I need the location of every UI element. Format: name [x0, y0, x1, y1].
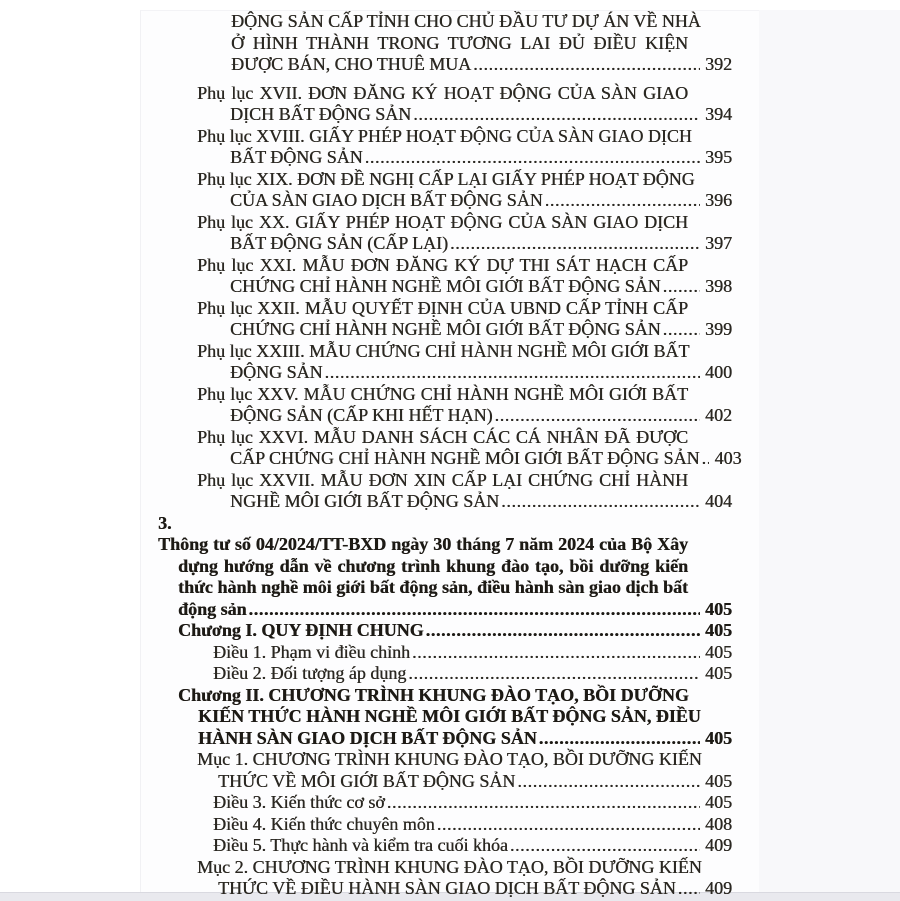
dot-leader — [435, 814, 700, 836]
entry-text: NGHỀ MÔI GIỚI BẤT ĐỘNG SẢN — [230, 491, 500, 511]
entry-text: Phụ lục XXVII. MẪU ĐƠN XIN CẤP LẠI CHỨNG CHỈ HÀNH — [197, 469, 688, 490]
toc-entry — [155, 384, 732, 427]
page-number: 405 — [705, 727, 732, 748]
entry-text: động sản — [178, 598, 247, 619]
entry-text: ĐỘNG SẢN (CẤP KHI HẾT HẠN) — [230, 405, 493, 425]
entry-text: Mục 1. CHƯƠNG TRÌNH KHUNG ĐÀO TẠO, BỒI DƯỠNG KIẾN — [197, 749, 702, 769]
entry-text: Phụ lục XXV. MẪU CHỨNG CHỈ HÀNH NGHỀ MÔI GIỚI BẤT — [197, 383, 688, 404]
toc-line — [155, 448, 742, 470]
entry-text: thức hành nghề môi giới bất động sản, điều hành sàn giao dịch bất — [178, 577, 688, 597]
entry-text: Ở HÌNH THÀNH TRONG TƯƠNG LAI ĐỦ ĐIỀU KIỆN — [231, 32, 688, 53]
toc-entry — [155, 83, 732, 126]
table-of-contents — [155, 11, 742, 900]
page-number: 408 — [705, 813, 732, 834]
page-number: 396 — [705, 190, 732, 210]
dot-leader — [363, 147, 700, 169]
entry-text: Phụ lục XXIII. MẪU CHỨNG CHỈ HÀNH NGHỀ MÔI GIỚI BẤT — [197, 340, 690, 361]
dot-leader — [385, 792, 700, 814]
entry-text: THỨC VỀ MÔI GIỚI BẤT ĐỘNG SẢN — [218, 770, 516, 791]
toc-line — [155, 663, 732, 685]
entry-text: Chương I. QUY ĐỊNH CHUNG — [178, 620, 424, 640]
entry-text: Phụ lục XVII. ĐƠN ĐĂNG KÝ HOẠT ĐỘNG CỦA SÀN GIAO — [197, 82, 688, 103]
toc-line — [155, 470, 732, 492]
toc-line — [155, 319, 732, 341]
toc-entry — [155, 255, 732, 298]
dot-leader — [661, 319, 700, 341]
entry-text: Phụ lục XIX. ĐƠN ĐỀ NGHỊ CẤP LẠI GIẤY PHÉP HOẠT ĐỘNG — [197, 168, 695, 189]
toc-entry — [155, 642, 732, 664]
toc-line — [155, 513, 732, 556]
toc-line — [155, 706, 732, 728]
entry-text: CẤP CHỨNG CHỈ HÀNH NGHỀ MÔI GIỚI BẤT ĐỘNG SẢN — [230, 448, 700, 468]
dot-leader — [448, 233, 700, 255]
toc-line — [155, 771, 732, 793]
scan-right-margin — [758, 10, 900, 892]
toc-line — [155, 104, 732, 126]
entry-text: Điều 1. Phạm vi điều chỉnh — [213, 641, 410, 662]
page-number: 409 — [705, 878, 732, 898]
dot-leader — [247, 599, 700, 621]
toc-entry — [155, 126, 732, 169]
dot-leader — [424, 620, 700, 642]
toc-line — [155, 814, 732, 836]
entry-text: BẤT ĐỘNG SẢN (CẤP LẠI) — [230, 233, 449, 253]
dot-leader — [699, 448, 709, 470]
toc-line — [155, 341, 732, 363]
dot-leader — [406, 663, 700, 685]
dot-leader — [323, 362, 700, 384]
page-number: 394 — [705, 104, 732, 124]
toc-line — [155, 33, 732, 55]
toc-line — [155, 276, 732, 298]
toc-entry — [155, 212, 732, 255]
dot-leader — [410, 642, 700, 664]
toc-entry — [155, 663, 732, 685]
page-number: 400 — [705, 362, 732, 382]
toc-line — [155, 83, 732, 105]
toc-line — [155, 54, 732, 76]
toc-entry — [155, 620, 732, 642]
entry-text: KIẾN THỨC HÀNH NGHỀ MÔI GIỚI BẤT ĐỘNG SẢN, ĐIỀU — [198, 706, 701, 726]
toc-entry — [155, 298, 732, 341]
toc-entry — [155, 792, 732, 814]
entry-text: Điều 3. Kiến thức cơ sở — [213, 792, 385, 812]
entry-text: Điều 4. Kiến thức chuyên môn — [213, 813, 435, 834]
entry-text: HÀNH SÀN GIAO DỊCH BẤT ĐỘNG SẢN — [198, 727, 537, 748]
entry-text: DỊCH BẤT ĐỘNG SẢN — [230, 104, 412, 124]
toc-line — [155, 749, 732, 771]
entry-text: CHỨNG CHỈ HÀNH NGHỀ MÔI GIỚI BẤT ĐỘNG SẢN — [230, 319, 661, 339]
page-number: 403 — [714, 448, 742, 468]
page-number: 405 — [705, 620, 732, 640]
toc-entry — [155, 426, 742, 470]
entry-text: Thông tư số 04/2024/TT-BXD ngày 30 tháng 7 năm 2024 của Bộ Xây — [158, 534, 688, 554]
entry-text: Phụ lục XVIII. GIẤY PHÉP HOẠT ĐỘNG CỦA SÀN GIAO DỊCH — [197, 125, 692, 146]
dot-leader — [543, 190, 700, 212]
page-number: 392 — [705, 54, 732, 74]
toc-line — [155, 642, 732, 664]
entry-text: Phụ lục XXVI. MẪU DANH SÁCH CÁC CÁ NHÂN ĐÃ ĐƯỢC — [197, 426, 688, 447]
toc-line — [155, 728, 732, 750]
entry-text: Chương II. CHƯƠNG TRÌNH KHUNG ĐÀO TẠO, BỒI DƯỠNG — [178, 684, 689, 705]
toc-entry — [155, 749, 732, 792]
toc-line — [155, 556, 732, 578]
entry-text: ĐỘNG SẢN — [230, 362, 323, 382]
entry-text: Phụ lục XXI. MẪU ĐƠN ĐĂNG KÝ DỰ THI SÁT HẠCH CẤP — [197, 254, 688, 275]
dot-leader — [411, 104, 700, 126]
toc-line — [155, 685, 732, 707]
entry-text: THỨC VỀ ĐIỀU HÀNH SÀN GIAO DỊCH BẤT ĐỘNG SẢN — [218, 878, 676, 898]
toc-line — [155, 233, 732, 255]
page-number: 398 — [705, 276, 732, 296]
toc-line — [155, 255, 732, 277]
page-number: 404 — [705, 491, 732, 511]
toc-entry — [155, 11, 732, 76]
page-number: 399 — [705, 319, 732, 339]
toc-line — [155, 792, 732, 814]
entry-text: CHỨNG CHỈ HÀNH NGHỀ MÔI GIỚI BẤT ĐỘNG SẢN — [230, 276, 661, 296]
dot-leader — [661, 276, 700, 298]
entry-number: 3. — [158, 512, 172, 533]
toc-line — [155, 298, 732, 320]
toc-entry — [155, 814, 732, 836]
toc-entry — [155, 169, 732, 212]
entry-text: dựng hướng dẫn về chương trình khung đào tạo, bồi dưỡng kiến — [178, 555, 688, 576]
entry-text: CỦA SÀN GIAO DỊCH BẤT ĐỘNG SẢN — [230, 190, 543, 210]
page-number: 405 — [705, 792, 732, 812]
toc-entry — [155, 341, 732, 384]
page-number: 405 — [705, 641, 732, 662]
dot-leader — [471, 54, 700, 76]
toc-entry — [155, 857, 732, 900]
toc-line — [155, 384, 732, 406]
toc-entry — [155, 685, 732, 750]
dot-leader — [493, 405, 701, 427]
toc-line — [155, 147, 732, 169]
toc-line — [155, 190, 732, 212]
toc-entry — [155, 513, 732, 621]
toc-line — [155, 857, 732, 879]
page-number: 397 — [705, 233, 732, 253]
toc-line — [155, 427, 732, 449]
toc-line — [155, 599, 732, 621]
toc-line — [155, 362, 732, 384]
dot-leader — [537, 728, 700, 750]
entry-text: Phụ lục XX. GIẤY PHÉP HOẠT ĐỘNG CỦA SÀN GIAO DỊCH — [197, 211, 688, 232]
toc-line — [155, 620, 732, 642]
toc-line — [155, 212, 732, 234]
entry-text: Mục 2. CHƯƠNG TRÌNH KHUNG ĐÀO TẠO, BỒI DƯỠNG KIẾN — [197, 856, 702, 877]
toc-line — [155, 835, 732, 857]
toc-line — [155, 878, 732, 900]
dot-leader — [499, 491, 700, 513]
dot-leader — [515, 771, 700, 793]
toc-line — [155, 11, 732, 33]
toc-entry — [155, 470, 732, 513]
entry-text: Điều 5. Thực hành và kiểm tra cuối khóa — [213, 835, 508, 855]
dot-leader — [676, 878, 700, 900]
page-number: 402 — [705, 405, 732, 425]
toc-line — [155, 577, 732, 599]
page-number: 405 — [705, 598, 732, 619]
page-number: 409 — [705, 835, 732, 855]
entry-text: Điều 2. Đối tượng áp dụng — [213, 663, 407, 683]
toc-line — [155, 491, 732, 513]
entry-text: BẤT ĐỘNG SẢN — [230, 147, 363, 167]
entry-text: Phụ lục XXII. MẪU QUYẾT ĐỊNH CỦA UBND CẤP TỈNH CẤP — [197, 297, 688, 318]
entry-text: ĐỘNG SẢN CẤP TỈNH CHO CHỦ ĐẦU TƯ DỰ ÁN VỀ NHÀ — [231, 11, 701, 31]
toc-line — [155, 405, 732, 427]
toc-line — [155, 169, 732, 191]
page-number: 395 — [705, 147, 732, 167]
toc-line — [155, 126, 732, 148]
entry-text: ĐƯỢC BÁN, CHO THUÊ MUA — [231, 54, 472, 74]
dot-leader — [508, 835, 700, 857]
toc-entry — [155, 835, 732, 857]
page-number: 405 — [705, 770, 732, 791]
page-number: 405 — [705, 663, 732, 683]
